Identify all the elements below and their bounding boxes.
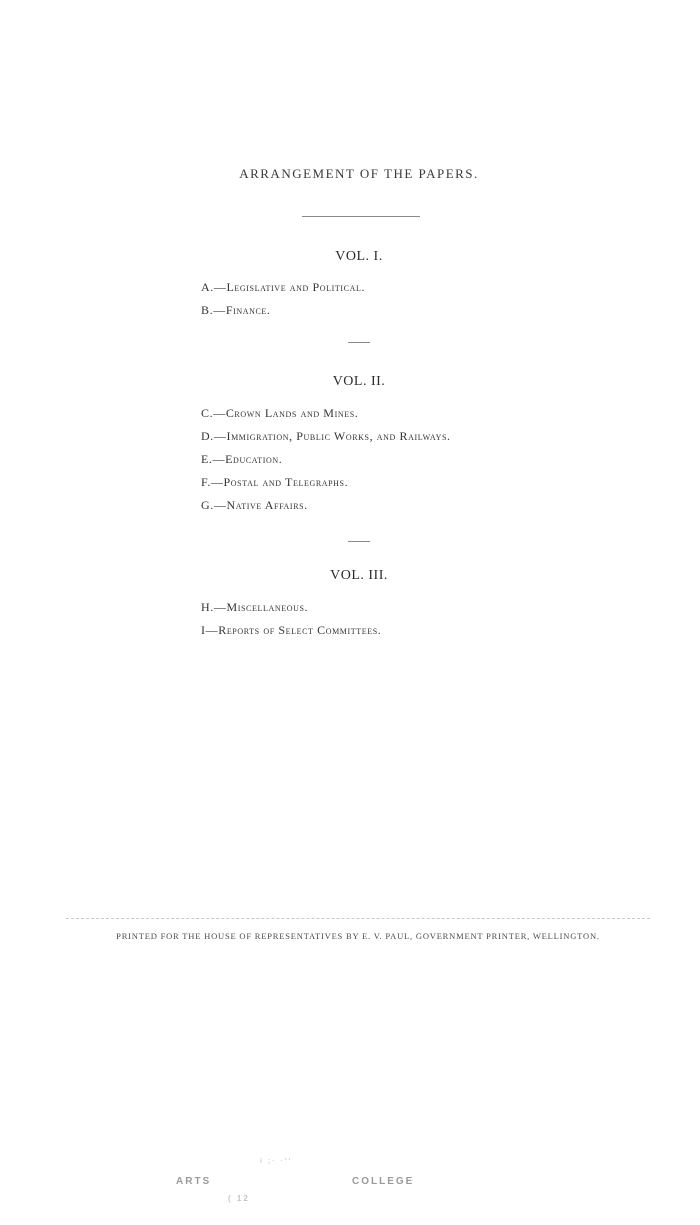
section-letter: B. (201, 303, 214, 317)
section-letter: G. (201, 498, 214, 512)
library-stamp (170, 1158, 470, 1218)
volume-3-contents (201, 596, 381, 642)
section-title: —Native Affairs. (213, 498, 308, 512)
section-letter: F. (201, 475, 211, 489)
volume-divider (348, 541, 370, 542)
list-item (201, 471, 451, 494)
list-item (201, 402, 451, 425)
volume-heading-3: VOL. III. (330, 568, 388, 583)
list-item (201, 299, 365, 322)
section-title: —Finance. (213, 303, 271, 317)
section-letter: H. (201, 600, 214, 614)
section-letter: I (201, 623, 206, 637)
section-title: —Crown Lands and Mines. (213, 406, 359, 420)
section-title: —Education. (212, 452, 283, 466)
section-title: —Immigration, Public Works, and Railways. (213, 429, 451, 443)
volume-heading-1: VOL. I. (335, 249, 383, 264)
stamp-text: COLLEGE (352, 1176, 415, 1187)
list-item (201, 494, 451, 517)
list-item (201, 448, 451, 471)
section-title: —Miscellaneous. (213, 600, 309, 614)
volume-1-contents (201, 276, 365, 322)
list-item (201, 596, 381, 619)
section-letter: C. (201, 406, 214, 420)
stamp-text: i ;· ·'' (260, 1158, 293, 1165)
section-title: —Legislative and Political. (213, 280, 366, 294)
section-letter: A. (201, 280, 214, 294)
list-item (201, 425, 451, 448)
volume-divider (348, 342, 370, 343)
section-letter: E. (201, 452, 213, 466)
footer-rule (66, 918, 650, 919)
section-title: —Reports of Select Committees. (205, 623, 382, 637)
stamp-text: ( 12 (228, 1194, 250, 1203)
printer-imprint: PRINTED FOR THE HOUSE OF REPRESENTATIVES BY E. V. PAUL, GOVERNMENT PRINTER, WELLINGTON. (116, 931, 600, 941)
page-title: ARRANGEMENT OF THE PAPERS. (239, 166, 479, 181)
list-item (201, 619, 381, 642)
section-title: —Postal and Telegraphs. (210, 475, 349, 489)
volume-2-contents (201, 402, 451, 517)
list-item (201, 276, 365, 299)
section-letter: D. (201, 429, 214, 443)
volume-heading-2: VOL. II. (332, 374, 386, 389)
title-divider (302, 216, 420, 217)
stamp-text: ARTS (176, 1176, 212, 1187)
